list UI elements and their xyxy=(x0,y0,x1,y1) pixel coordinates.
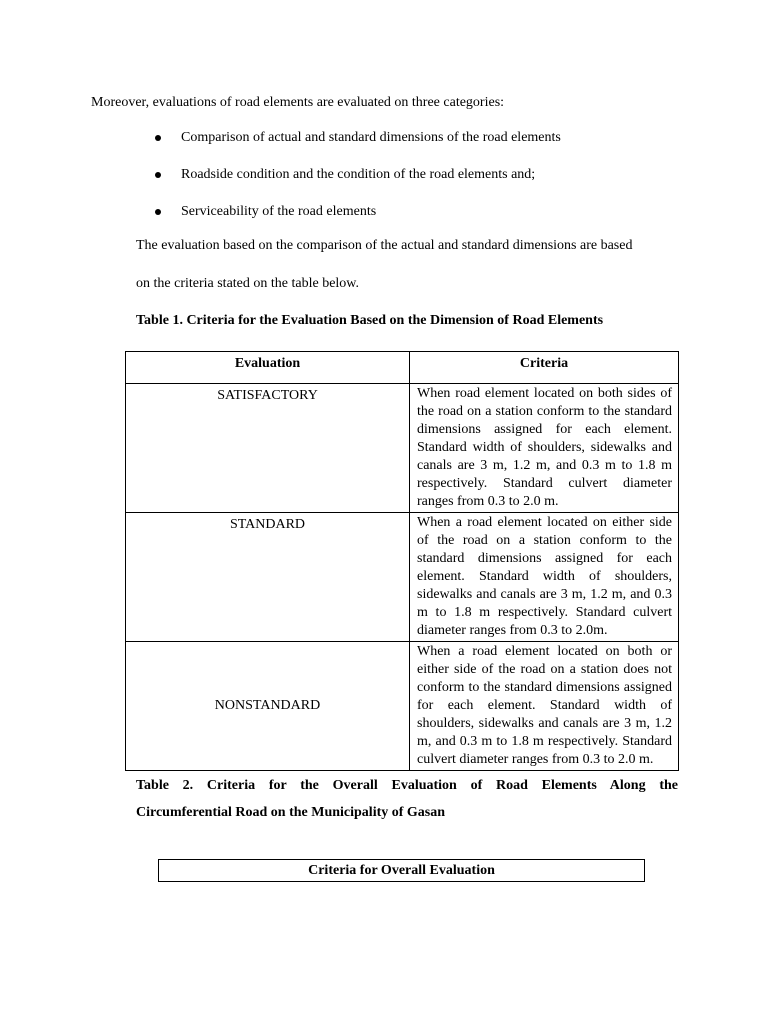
list-item xyxy=(155,129,561,166)
evaluation-cell: SATISFACTORY xyxy=(126,384,410,513)
table-row xyxy=(126,513,679,642)
evaluation-cell: STANDARD xyxy=(126,513,410,642)
overall-evaluation-table-header: Criteria for Overall Evaluation xyxy=(158,859,645,882)
table-row xyxy=(126,642,679,771)
criteria-cell: When a road element located on both or either side of the road on a station does not conform to the standard dimensions assigned for each element. Standard width of shoulders, sidewalks and canals are 3 m, 1.2 m, and 0.3 m to 1.8 m respectively. Standard culvert diameter ranges from 0.3 to 2.0 m. xyxy=(410,642,679,771)
criteria-cell: When road element located on both sides of the road on a station conform to the standard dimensions assigned for each element. Standard width of shoulders, sidewalks and canals are 3 m, 1.2 m, and 0.3 m to 1.8 m respectively. Standard culvert diameter ranges from 0.3 to 2.0 m. xyxy=(410,384,679,513)
table-row xyxy=(126,384,679,513)
list-item xyxy=(155,166,561,203)
bullet-icon xyxy=(155,172,161,178)
intro-text: Moreover, evaluations of road elements are evaluated on three categories: xyxy=(91,95,505,110)
column-header-evaluation: Evaluation xyxy=(126,352,410,384)
bullet-icon xyxy=(155,135,161,141)
list-item xyxy=(155,203,561,240)
paragraph-line-2: on the criteria stated on the table below. xyxy=(136,276,360,291)
table2-caption-line-1: Table 2. Criteria for the Overall Evaluation of Road Elements Along the xyxy=(136,778,678,793)
column-header-criteria: Criteria xyxy=(410,352,679,384)
table1-caption: Table 1. Criteria for the Evaluation Based on the Dimension of Road Elements xyxy=(136,313,604,328)
table-header-row xyxy=(126,352,679,384)
paragraph-line-1: The evaluation based on the comparison of the actual and standard dimensions are based xyxy=(136,238,633,253)
category-list xyxy=(155,129,561,240)
criteria-cell: When a road element located on either side of the road on a station conform to the standard dimensions assigned for each element. Standard width of shoulders, sidewalks and canals are 3 m, 1.2 m, and 0.3 m to 1.8 m respectively. Standard culvert diameter ranges from 0.3 to 2.0m. xyxy=(410,513,679,642)
bullet-icon xyxy=(155,209,161,215)
evaluation-criteria-table xyxy=(125,351,679,771)
evaluation-cell: NONSTANDARD xyxy=(126,642,410,771)
list-item-text: Serviceability of the road elements xyxy=(181,204,377,219)
list-item-text: Comparison of actual and standard dimensions of the road elements xyxy=(181,130,561,145)
list-item-text: Roadside condition and the condition of the road elements and; xyxy=(181,167,536,182)
table2-caption-line-2: Circumferential Road on the Municipality of Gasan xyxy=(136,805,446,820)
